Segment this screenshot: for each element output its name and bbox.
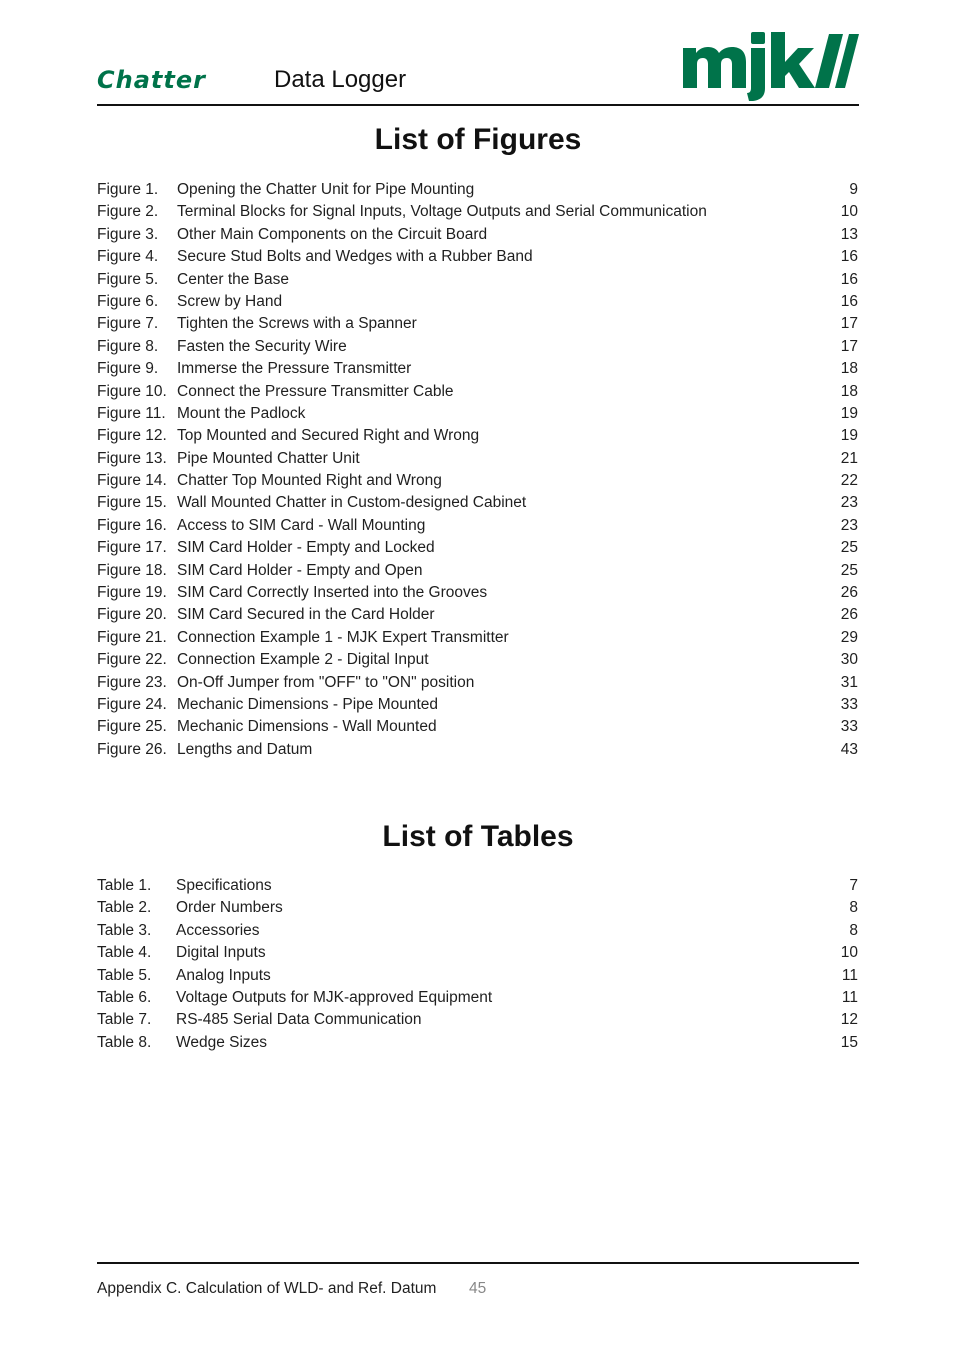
figure-entry: [97, 739, 858, 761]
figure-entry: [97, 582, 858, 604]
entry-title: Wall Mounted Chatter in Custom-designed Cabinet: [177, 494, 527, 512]
entry-page: 22: [840, 472, 858, 490]
entry-title: Access to SIM Card - Wall Mounting: [177, 516, 426, 534]
entry-title: Analog Inputs: [176, 966, 271, 984]
mjk-logo-j-dot: [751, 32, 765, 44]
figure-entry: [97, 515, 858, 537]
entry-title: Specifications: [176, 877, 272, 894]
entry-title: Lengths and Datum: [177, 740, 313, 758]
list-of-tables-heading: List of Tables: [382, 820, 574, 853]
table-entry: [97, 920, 858, 942]
entry-title: Chatter Top Mounted Right and Wrong: [177, 472, 442, 490]
entry-title: Tighten the Screws with a Spanner: [177, 315, 417, 333]
chatter-logo: Chatter: [97, 66, 206, 94]
entry-number: Figure 26.: [97, 740, 167, 758]
entry-page: 29: [840, 628, 858, 646]
entry-number: Table 8.: [97, 1033, 152, 1051]
entry-page: 19: [840, 404, 858, 422]
figure-entry: [97, 672, 858, 694]
entry-title: Center the Base: [177, 270, 290, 288]
entry-title: Mechanic Dimensions - Pipe Mounted: [177, 695, 439, 713]
figures-list: [97, 179, 858, 761]
entry-title: Pipe Mounted Chatter Unit: [177, 449, 360, 467]
page-number: 45: [469, 1280, 487, 1297]
entry-page: 7: [849, 877, 858, 894]
figure-entry: [97, 627, 858, 649]
entry-page: 11: [841, 988, 858, 1006]
figure-entry: [97, 269, 858, 291]
entry-number: Table 5.: [97, 966, 152, 984]
entry-page: 9: [849, 181, 858, 198]
figure-entry: [97, 224, 858, 246]
entry-page: 17: [840, 315, 858, 333]
entry-page: 23: [840, 516, 858, 534]
entry-number: Figure 9.: [97, 360, 159, 378]
footer-rule: [97, 1262, 859, 1264]
entry-number: Table 1.: [97, 877, 152, 894]
entry-title: Secure Stud Bolts and Wedges with a Rubber Band: [177, 248, 533, 266]
figure-entry: [97, 425, 858, 447]
figure-entry: [97, 716, 858, 738]
entry-page: 16: [840, 292, 858, 310]
table-entry: [97, 1009, 858, 1031]
entry-page: 25: [840, 561, 858, 579]
entry-page: 17: [840, 337, 858, 355]
figure-entry: [97, 649, 858, 671]
mjk-logo-m: [683, 47, 746, 88]
entry-page: 10: [840, 203, 858, 221]
mjk-logo: [681, 30, 859, 102]
entry-number: Figure 15.: [97, 494, 167, 512]
entry-title: Immerse the Pressure Transmitter: [177, 360, 412, 378]
entry-title: Mechanic Dimensions - Wall Mounted: [177, 718, 437, 736]
entry-number: Figure 11.: [97, 404, 166, 422]
entry-title: Wedge Sizes: [176, 1033, 268, 1051]
page-header: [97, 28, 859, 106]
entry-number: Table 4.: [97, 944, 152, 962]
entry-title: Terminal Blocks for Signal Inputs, Voltage Outputs and Serial Communication: [177, 203, 707, 221]
table-entry: [97, 942, 858, 964]
entry-page: 21: [840, 449, 858, 467]
entry-title: Order Numbers: [176, 899, 283, 917]
entry-title: Fasten the Security Wire: [177, 337, 347, 355]
mjk-logo-k: [771, 32, 815, 88]
entry-page: 18: [840, 382, 858, 400]
entry-page: 13: [840, 225, 858, 243]
entry-page: 31: [840, 673, 858, 691]
figure-entry: [97, 313, 858, 335]
entry-page: 43: [840, 740, 858, 758]
entry-page: 23: [840, 494, 858, 512]
entry-number: Figure 2.: [97, 203, 159, 221]
entry-page: 19: [840, 427, 858, 445]
entry-number: Figure 6.: [97, 292, 159, 310]
entry-title: Digital Inputs: [176, 944, 266, 962]
entry-page: 10: [840, 944, 858, 962]
entry-number: Table 6.: [97, 988, 152, 1006]
entry-title: Top Mounted and Secured Right and Wrong: [177, 427, 480, 445]
entry-title: SIM Card Correctly Inserted into the Grooves: [177, 584, 488, 602]
figure-entry: [97, 560, 858, 582]
figure-entry: [97, 358, 858, 380]
entry-page: 18: [840, 360, 858, 378]
entry-number: Table 3.: [97, 921, 152, 939]
entry-number: Figure 8.: [97, 337, 159, 355]
entry-number: Figure 3.: [97, 225, 159, 243]
figure-entry: [97, 448, 858, 470]
entry-number: Figure 16.: [97, 516, 167, 534]
entry-title: SIM Card Holder - Empty and Open: [177, 561, 423, 579]
figure-entry: [97, 201, 858, 223]
entry-number: Figure 20.: [97, 606, 167, 624]
figure-entry: [97, 604, 858, 626]
entry-number: Figure 23.: [97, 673, 167, 691]
entry-page: 30: [840, 651, 858, 669]
entry-number: Table 7.: [97, 1011, 152, 1029]
entry-page: 16: [840, 270, 858, 288]
entry-page: 26: [840, 606, 858, 624]
entry-number: Figure 1.: [97, 181, 159, 198]
document-title: Data Logger: [274, 66, 407, 93]
entry-number: Figure 12.: [97, 427, 167, 445]
entry-number: Figure 22.: [97, 651, 167, 669]
entry-title: SIM Card Holder - Empty and Locked: [177, 539, 435, 557]
entry-number: Figure 21.: [97, 628, 167, 646]
entry-page: 25: [840, 539, 858, 557]
entry-page: 8: [849, 921, 858, 939]
footer-section-title: Appendix C. Calculation of WLD- and Ref. Datum: [97, 1280, 437, 1297]
entry-page: 33: [840, 695, 858, 713]
header-rule: [97, 104, 859, 106]
entry-title: Connect the Pressure Transmitter Cable: [177, 382, 454, 400]
entry-page: 33: [840, 718, 858, 736]
entry-number: Figure 5.: [97, 270, 159, 288]
entry-number: Figure 18.: [97, 561, 167, 579]
entry-title: Voltage Outputs for MJK-approved Equipment: [176, 988, 493, 1006]
entry-number: Figure 14.: [97, 472, 167, 490]
entry-number: Figure 7.: [97, 315, 159, 333]
table-entry: [97, 1032, 858, 1054]
figure-entry: [97, 246, 858, 268]
list-of-figures-heading: List of Figures: [374, 123, 582, 156]
entry-title: SIM Card Secured in the Card Holder: [177, 606, 435, 624]
figure-entry: [97, 694, 858, 716]
figure-entry: [97, 179, 858, 201]
figure-entry: [97, 403, 858, 425]
entry-title: On-Off Jumper from "OFF" to "ON" position: [177, 673, 475, 691]
table-entry: [97, 987, 858, 1009]
figure-entry: [97, 537, 858, 559]
entry-number: Figure 17.: [97, 539, 167, 557]
entry-number: Figure 24.: [97, 695, 167, 713]
table-entry: [97, 875, 858, 897]
entry-page: 8: [849, 899, 858, 917]
entry-title: RS-485 Serial Data Communication: [176, 1011, 422, 1029]
figure-entry: [97, 336, 858, 358]
entry-title: Connection Example 2 - Digital Input: [177, 651, 429, 669]
entry-title: Opening the Chatter Unit for Pipe Mounting: [177, 181, 475, 198]
entry-page: 15: [840, 1033, 858, 1051]
entry-page: 12: [840, 1011, 858, 1029]
figure-entry: [97, 381, 858, 403]
entry-title: Screw by Hand: [177, 292, 283, 310]
entry-number: Figure 19.: [97, 584, 167, 602]
entry-title: Mount the Padlock: [177, 404, 306, 422]
entry-title: Other Main Components on the Circuit Board: [177, 225, 488, 243]
figure-entry: [97, 291, 858, 313]
entry-number: Figure 4.: [97, 248, 159, 266]
mjk-logo-j: [747, 48, 765, 101]
entry-title: Accessories: [176, 921, 260, 939]
entry-number: Table 2.: [97, 899, 152, 917]
tables-list: [97, 875, 858, 1054]
table-entry: [97, 897, 858, 919]
entry-page: 16: [840, 248, 858, 266]
entry-number: Figure 25.: [97, 718, 167, 736]
figure-entry: [97, 492, 858, 514]
entry-page: 26: [840, 584, 858, 602]
entry-number: Figure 13.: [97, 449, 167, 467]
entry-number: Figure 10.: [97, 382, 167, 400]
table-entry: [97, 965, 858, 987]
figure-entry: [97, 470, 858, 492]
entry-page: 11: [841, 966, 858, 984]
entry-title: Connection Example 1 - MJK Expert Transmitter: [177, 628, 509, 646]
